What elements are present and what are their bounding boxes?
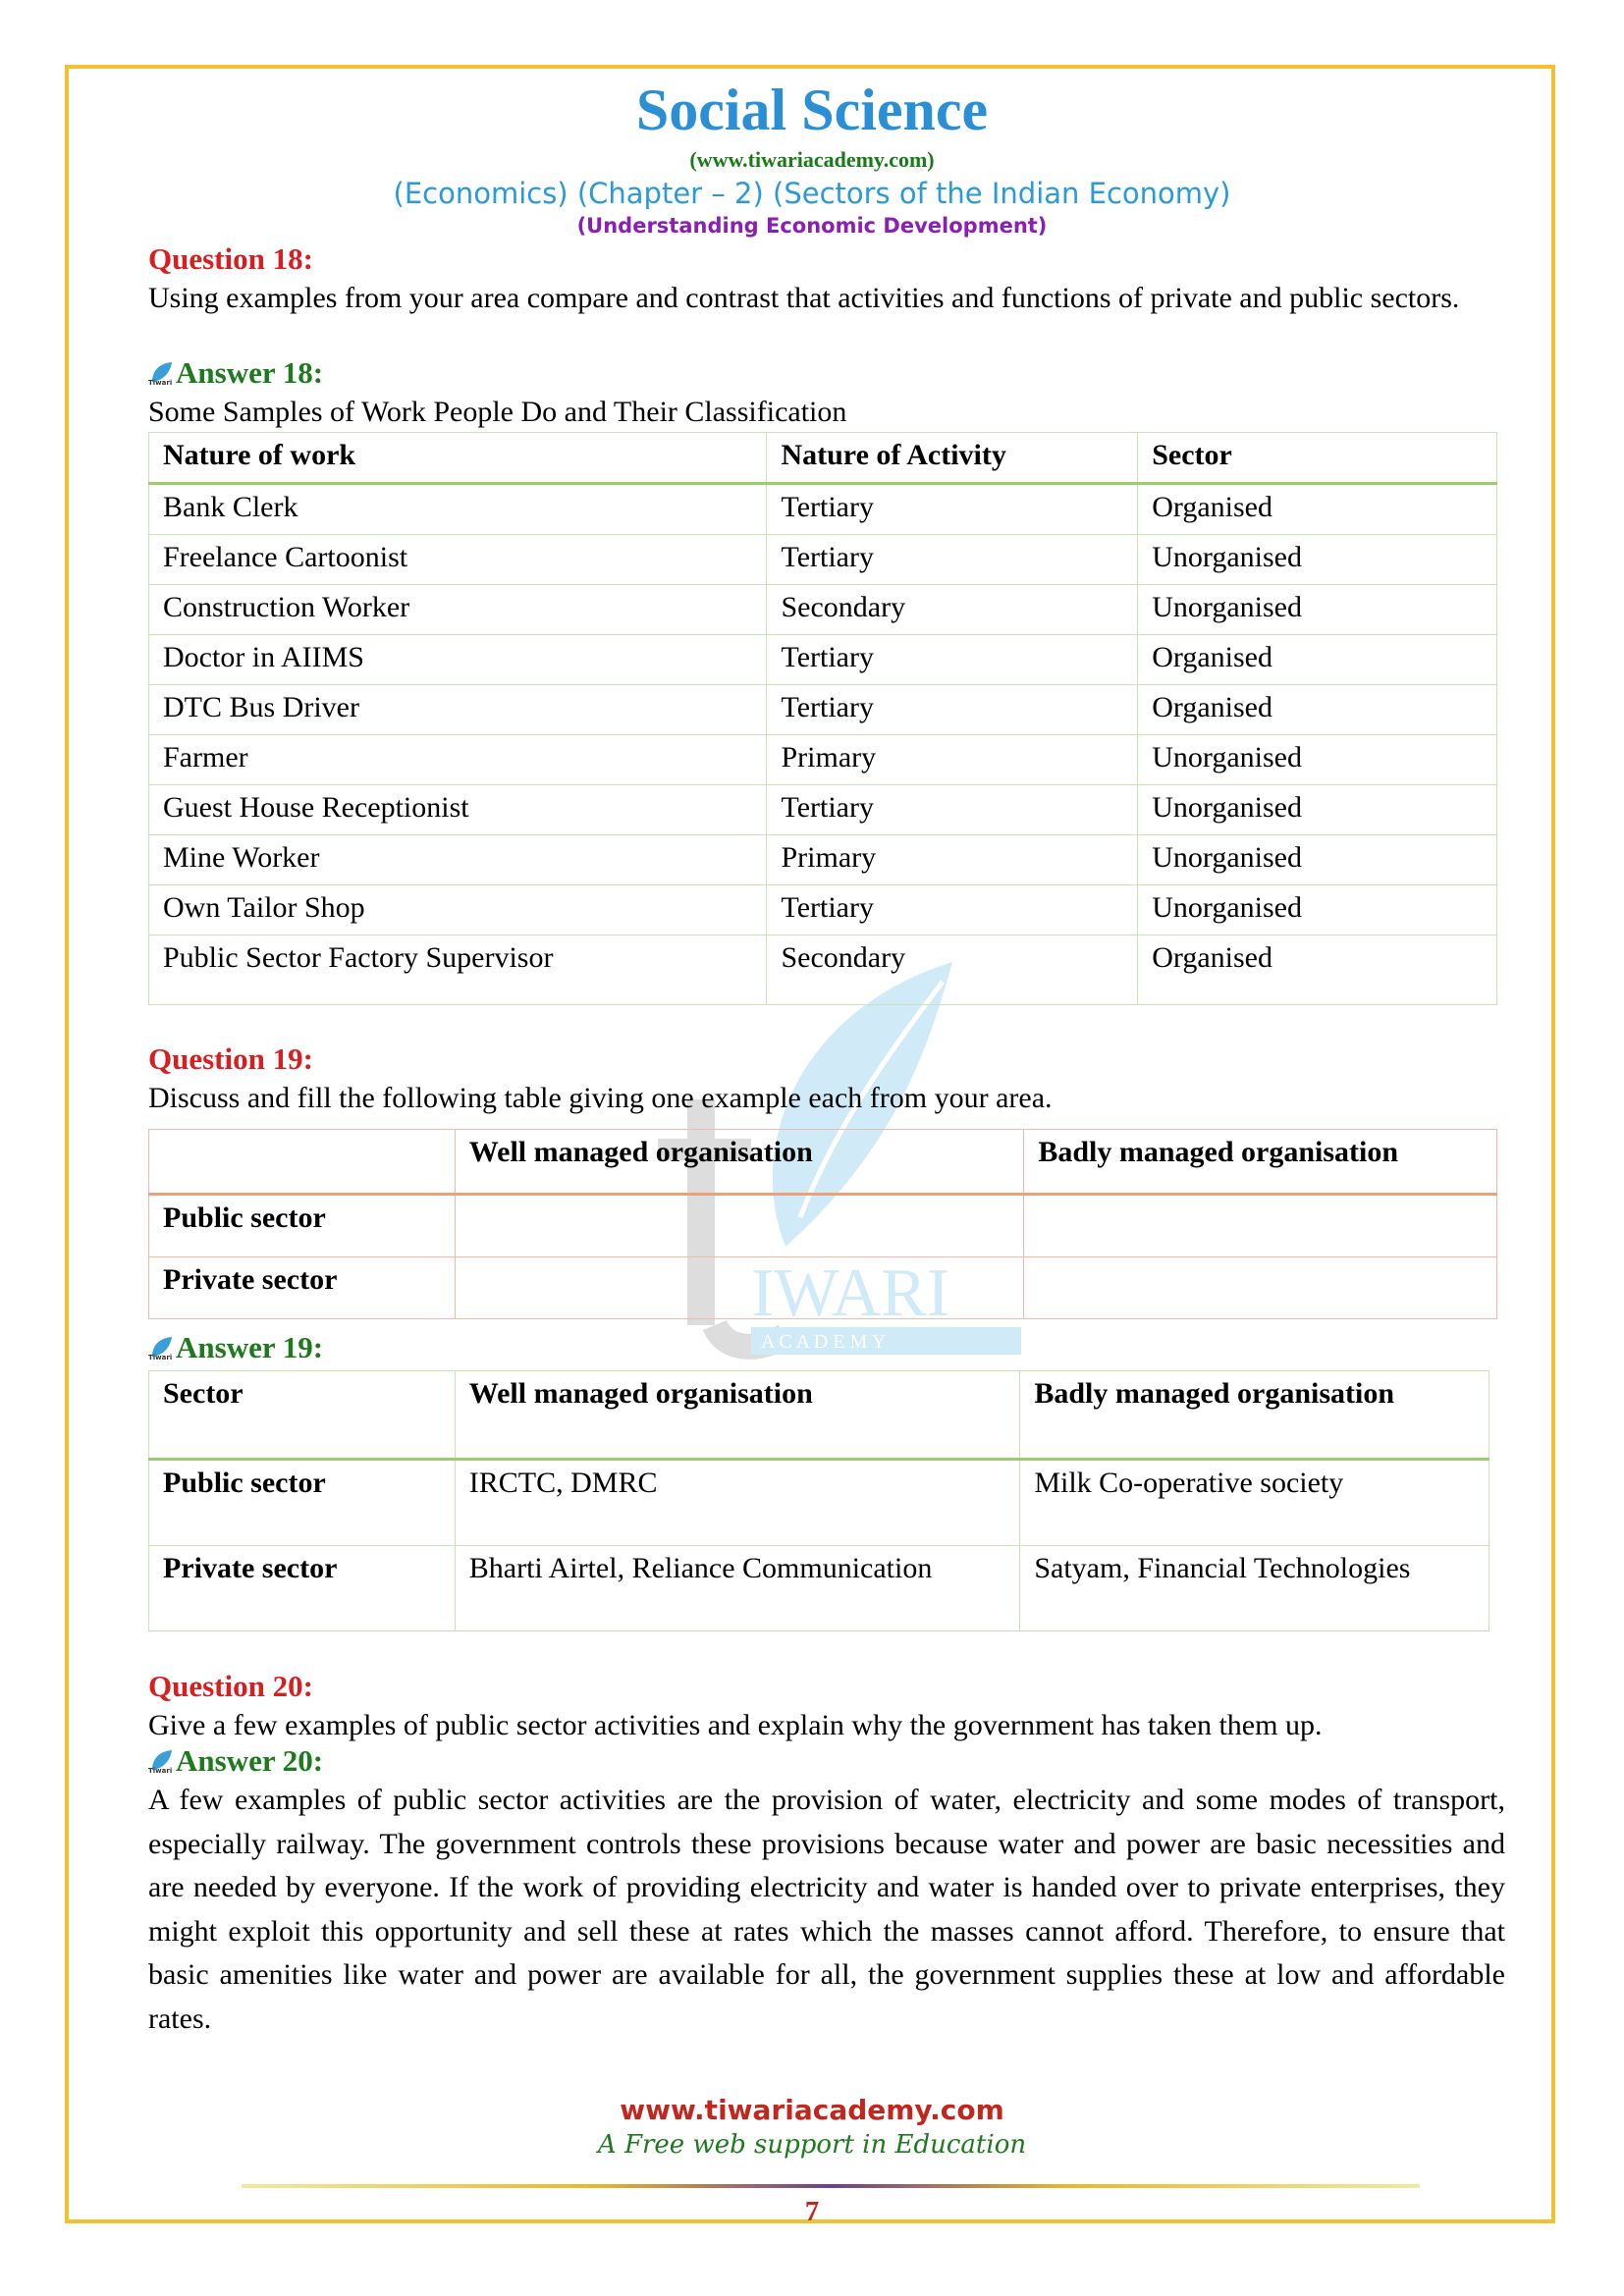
answer-18-intro: Some Samples of Work People Do and Their Classification (148, 396, 847, 428)
cell: Tertiary (767, 785, 1138, 835)
header-website[interactable]: (www.tiwariacademy.com) (689, 147, 935, 172)
answer-18-label: Answer 18: (176, 355, 324, 390)
cell: Unorganised (1138, 835, 1497, 885)
cell: Organised (1138, 635, 1497, 685)
cell: Organised (1138, 484, 1497, 535)
column-header: Nature of Activity (767, 433, 1138, 484)
table-row (149, 1460, 1489, 1546)
table-header-row (149, 1371, 1489, 1460)
leaf-icon-label: Tiwari (148, 1354, 173, 1361)
column-header: Sector (149, 1371, 456, 1460)
cell: Unorganised (1138, 785, 1497, 835)
table-row (149, 785, 1497, 835)
cell: Unorganised (1138, 585, 1497, 635)
table-row (149, 484, 1497, 535)
tiwari-leaf-icon (148, 1335, 174, 1361)
cell: Bharti Airtel, Reliance Communication (455, 1546, 1020, 1631)
column-header: Nature of work (149, 433, 767, 484)
question-18-text: Using examples from your area compare and contrast that activities and functions of private and public sectors. (148, 282, 1460, 314)
cell: DTC Bus Driver (149, 685, 767, 735)
cell: Tertiary (767, 685, 1138, 735)
book-title: (Understanding Economic Development) (576, 214, 1048, 238)
cell: Doctor in AIIMS (149, 635, 767, 685)
cell: Farmer (149, 735, 767, 785)
row-header: Private sector (149, 1257, 456, 1319)
footer-divider (242, 2184, 1420, 2188)
page-title: Social Science (635, 78, 989, 142)
table-row (149, 835, 1497, 885)
table-row (149, 1195, 1497, 1257)
watermark-letters: IWARI (751, 1255, 950, 1331)
row-header: Public sector (149, 1460, 456, 1546)
cell: Primary (767, 735, 1138, 785)
cell: Tertiary (767, 635, 1138, 685)
cell: Tertiary (767, 484, 1138, 535)
cell: Tertiary (767, 535, 1138, 585)
column-header (149, 1130, 456, 1195)
table-header-row (149, 433, 1497, 484)
leaf-icon-label: Tiwari (148, 379, 173, 386)
blank-cell (455, 1257, 1024, 1319)
column-header: Badly managed organisation (1020, 1371, 1489, 1460)
table-row (149, 1546, 1489, 1631)
column-header: Well managed organisation (455, 1371, 1020, 1460)
row-header: Private sector (149, 1546, 456, 1631)
work-classification-table (148, 432, 1497, 1005)
page-number: 7 (804, 2196, 820, 2227)
cell: Secondary (767, 935, 1138, 1005)
column-header: Sector (1138, 433, 1497, 484)
cell: Freelance Cartoonist (149, 535, 767, 585)
watermark-sub: A C A D E M Y (761, 1331, 887, 1353)
table-row (149, 735, 1497, 785)
answer-18-heading (148, 355, 323, 391)
blank-cell (1024, 1257, 1497, 1319)
table-row (149, 935, 1497, 1005)
question-18-label: Question 18: (148, 241, 313, 276)
cell: Secondary (767, 585, 1138, 635)
answer-20-text: A few examples of public sector activities are the provision of water, electricity and some modes of transport, especially railway. The government controls these provisions because water and power are basic necessities and are needed by everyone. If the work of providing electricity and water is handed over to private enterprises, they might exploit this opportunity and sell these at rates which the masses cannot afford. Therefore, to ensure that basic amenities like water and power are available for all, the government supplies these at low and affordable rates. (148, 1784, 1505, 2035)
column-header: Well managed organisation (455, 1130, 1024, 1195)
question-19-label: Question 19: (148, 1041, 313, 1076)
table-row (149, 685, 1497, 735)
question-19-table (148, 1129, 1497, 1319)
answer-19-label: Answer 19: (176, 1330, 324, 1364)
cell: Bank Clerk (149, 484, 767, 535)
tiwari-leaf-icon (148, 360, 174, 386)
blank-cell (1024, 1195, 1497, 1257)
cell: Primary (767, 835, 1138, 885)
question-20-label: Question 20: (148, 1669, 313, 1703)
cell: IRCTC, DMRC (455, 1460, 1020, 1546)
cell: Unorganised (1138, 735, 1497, 785)
cell: Milk Co-operative society (1020, 1460, 1489, 1546)
leaf-icon-label: Tiwari (148, 1767, 173, 1774)
chapter-subtitle: (Economics) (Chapter – 2) (Sectors of the Indian Economy) (393, 177, 1231, 210)
cell: Organised (1138, 685, 1497, 735)
question-20-text: Give a few examples of public sector activities and explain why the government has taken them up. (148, 1709, 1323, 1741)
question-19-text: Discuss and fill the following table giving one example each from your area. (148, 1082, 1053, 1114)
table-row (149, 885, 1497, 935)
answer-19-table (148, 1370, 1489, 1631)
column-header: Badly managed organisation (1024, 1130, 1497, 1195)
cell: Public Sector Factory Supervisor (149, 935, 767, 1005)
answer-20-label: Answer 20: (176, 1743, 324, 1778)
answer-20-heading (148, 1743, 323, 1779)
row-header: Public sector (149, 1195, 456, 1257)
cell: Construction Worker (149, 585, 767, 635)
footer-tagline: A Free web support in Education (597, 2130, 1027, 2160)
cell: Mine Worker (149, 835, 767, 885)
blank-cell (455, 1195, 1024, 1257)
table-row (149, 535, 1497, 585)
cell: Organised (1138, 935, 1497, 1005)
table-row (149, 1257, 1497, 1319)
tiwari-leaf-icon (148, 1748, 174, 1774)
table-row (149, 585, 1497, 635)
table-row (149, 635, 1497, 685)
footer-website[interactable]: www.tiwariacademy.com (620, 2094, 1004, 2126)
table-header-row (149, 1130, 1497, 1195)
cell: Unorganised (1138, 885, 1497, 935)
cell: Tertiary (767, 885, 1138, 935)
cell: Satyam, Financial Technologies (1020, 1546, 1489, 1631)
cell: Guest House Receptionist (149, 785, 767, 835)
cell: Unorganised (1138, 535, 1497, 585)
cell: Own Tailor Shop (149, 885, 767, 935)
answer-19-heading (148, 1330, 323, 1365)
